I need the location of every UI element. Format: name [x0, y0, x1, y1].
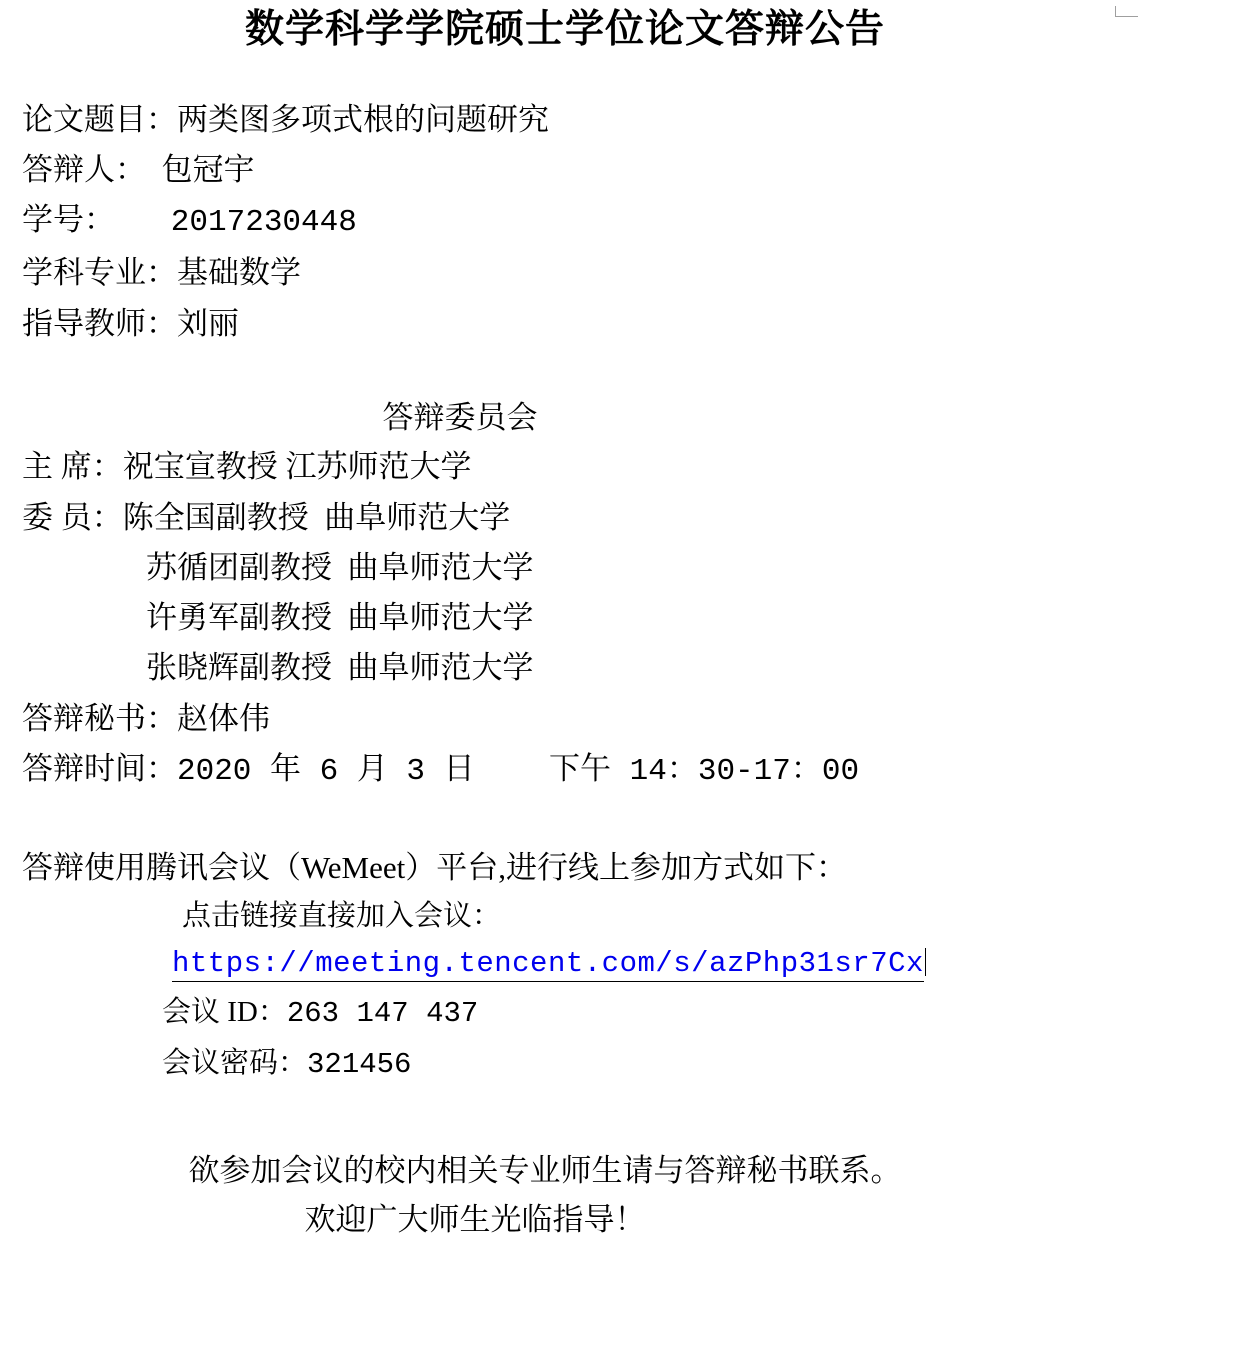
committee-member-row — [22, 493, 1228, 543]
field-row-presenter — [22, 145, 1228, 195]
committee-members-label: 委 员： — [22, 499, 123, 535]
text-cursor — [925, 948, 926, 976]
field-row-major — [22, 248, 1228, 298]
defense-time-row — [22, 744, 1228, 797]
committee-block — [22, 442, 1228, 797]
field-label-title: 论文题目： — [22, 101, 177, 137]
committee-member-affiliation: 曲阜师范大学 — [347, 600, 534, 636]
field-value-advisor: 刘丽 — [177, 305, 239, 341]
meeting-id-label: 会议 ID： — [162, 996, 287, 1029]
spacer — [278, 449, 286, 484]
committee-member-name: 许勇军副教授 — [146, 600, 332, 636]
field-label-presenter: 答辩人： — [22, 151, 146, 187]
field-row-title — [22, 95, 1228, 145]
footer-line-2: 欢迎广大师生光临指导！ — [304, 1202, 646, 1238]
field-label-advisor: 指导教师： — [22, 305, 177, 341]
field-value-major: 基础数学 — [177, 255, 301, 291]
field-label-student-id: 学号： — [22, 202, 115, 238]
committee-chair-row — [22, 442, 1228, 492]
field-label-major: 学科专业： — [22, 255, 177, 291]
committee-chair-affiliation: 江苏师范大学 — [285, 449, 472, 485]
meeting-url-link[interactable]: https://meeting.tencent.com/s/azPhp31sr7Cx — [172, 947, 924, 981]
online-meeting-block — [22, 843, 1228, 1090]
field-row-advisor — [22, 299, 1228, 349]
field-value-student-id: 2017230448 — [115, 205, 357, 241]
secretary-row — [22, 694, 1228, 744]
meeting-url-row — [22, 940, 926, 988]
committee-member-row — [22, 593, 1228, 643]
spacer — [332, 650, 348, 685]
committee-chair-label: 主 席： — [22, 449, 123, 485]
spacer — [309, 500, 325, 535]
scan-corner-mark — [1115, 6, 1138, 17]
join-link-label: 点击链接直接加入会议： — [182, 899, 502, 932]
committee-member-name: 苏循团副教授 — [146, 549, 332, 585]
field-row-student-id — [22, 195, 1228, 248]
committee-member-affiliation: 曲阜师范大学 — [347, 650, 534, 686]
field-value-title: 两类图多项式根的问题研究 — [177, 101, 549, 137]
committee-heading: 答辩委员会 — [382, 399, 538, 435]
footer-line-1: 欲参加会议的校内相关专业师生请与答辩秘书联系。 — [188, 1152, 902, 1188]
meeting-id-row — [22, 988, 1228, 1039]
meeting-password-label: 会议密码： — [162, 1046, 308, 1079]
meeting-password-value: 321456 — [307, 1047, 412, 1081]
defense-time-value: 2020 年 6 月 3 日 下午 14：30-17：00 — [177, 753, 860, 789]
meeting-id-value: 263 147 437 — [286, 997, 479, 1031]
committee-member-name: 陈全国副教授 — [122, 499, 309, 535]
committee-member-row — [22, 643, 1228, 693]
committee-member-row — [22, 543, 1228, 593]
announcement-page — [0, 6, 1250, 1347]
committee-member-affiliation: 曲阜师范大学 — [324, 499, 511, 535]
secretary-label: 答辩秘书： — [22, 700, 177, 736]
online-intro: 答辩使用腾讯会议（WeMeet）平台,进行线上参加方式如下： — [22, 849, 847, 885]
spacer — [332, 600, 348, 635]
defense-time-label: 答辩时间： — [22, 750, 177, 786]
committee-member-name: 张晓辉副教授 — [146, 650, 332, 686]
spacer-block — [22, 797, 1228, 843]
committee-member-affiliation: 曲阜师范大学 — [347, 549, 534, 585]
meeting-password-row — [22, 1039, 1228, 1090]
thesis-info-block — [22, 95, 1228, 349]
field-value-presenter: 包冠宇 — [146, 151, 255, 187]
secretary-name: 赵体伟 — [177, 700, 270, 736]
spacer — [332, 550, 348, 585]
committee-chair-name: 祝宝宣教授 — [122, 449, 278, 485]
page-title: 数学科学学院硕士学位论文答辩公告 — [244, 8, 885, 51]
